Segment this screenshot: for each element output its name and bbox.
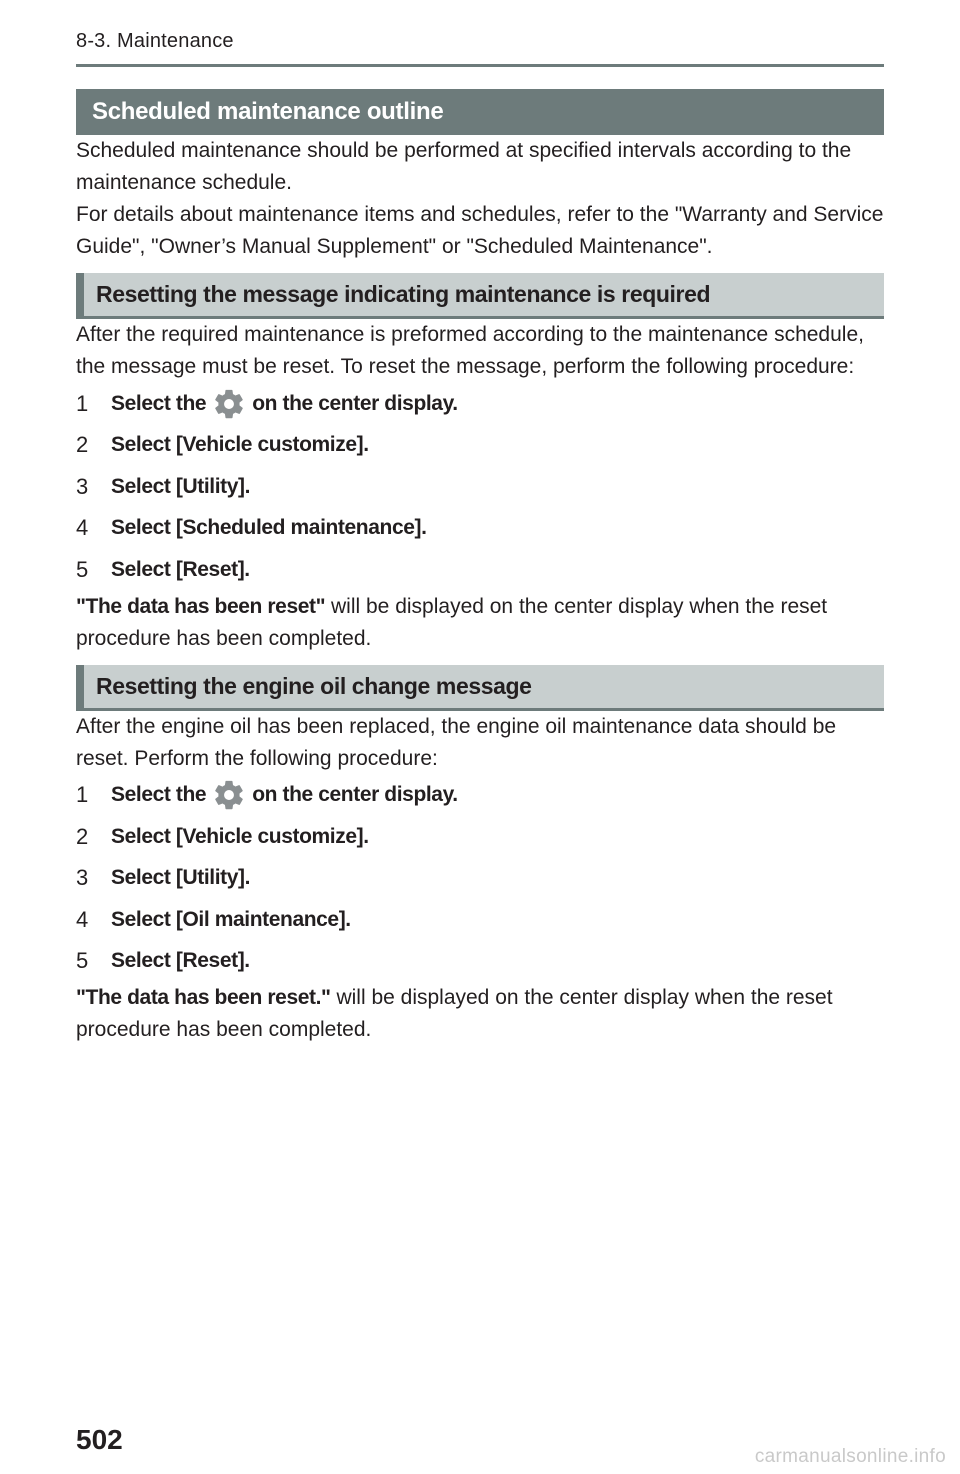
step-text: Select [Utility].: [111, 474, 251, 498]
step-text-post: on the center display.: [252, 391, 458, 415]
step-item: [76, 816, 884, 858]
oil-change-steps: [76, 775, 884, 983]
step-number: 1: [76, 390, 88, 416]
step-number: 1: [76, 782, 88, 808]
outline-paragraph-2: For details about maintenance items and schedules, refer to the "Warranty and Service Guide", "Owner’s Manual Supplement" or "Scheduled Maintenance".: [76, 203, 884, 258]
page-number: 502: [76, 1424, 123, 1455]
outline-paragraph-1: Scheduled maintenance should be performed at specified intervals according to the maintenance schedule.: [76, 139, 852, 194]
gear-icon: [212, 387, 246, 421]
step-text: Select [Reset].: [111, 949, 250, 973]
step-item: [76, 383, 884, 425]
step-item: [76, 899, 884, 941]
result-description: will be displayed on the center display when the reset procedure has been completed.: [76, 594, 828, 650]
step-number: 2: [76, 432, 88, 458]
step-item: [76, 941, 884, 983]
step-item: [76, 508, 884, 550]
step-item: [76, 775, 884, 817]
step-text: Select [Reset].: [111, 557, 250, 581]
reset-required-heading: Resetting the message indicating maintenance is required: [76, 273, 884, 319]
step-text: Select [Vehicle customize].: [111, 824, 369, 848]
step-text: Select [Oil maintenance].: [111, 907, 351, 931]
step-number: 4: [76, 906, 88, 932]
header-rule: [76, 64, 884, 67]
step-number: 3: [76, 865, 88, 891]
reset-required-result: [76, 591, 884, 655]
step-text-pre: Select the: [111, 391, 207, 415]
result-message: "The data has been reset.": [76, 986, 331, 1009]
result-description: will be displayed on the center display when the reset procedure has been completed.: [76, 986, 833, 1041]
step-number: 2: [76, 823, 88, 849]
page-content: [76, 89, 884, 1046]
step-text: Select [Vehicle customize].: [111, 433, 369, 457]
reset-required-intro: After the required maintenance is preformed according to the maintenance schedule, the message must be reset. To reset the message, perform the following procedure:: [76, 323, 864, 378]
watermark: carmanualsonline.info: [754, 1446, 946, 1467]
section-header: 8-3. Maintenance: [76, 30, 234, 52]
gear-icon: [212, 778, 246, 812]
step-text: Select [Utility].: [111, 866, 251, 890]
oil-change-heading: Resetting the engine oil change message: [76, 665, 884, 711]
step-item: [76, 466, 884, 508]
step-item: [76, 858, 884, 900]
step-number: 3: [76, 473, 88, 499]
step-text-post: on the center display.: [252, 783, 458, 807]
step-number: 5: [76, 948, 88, 974]
outline-heading: Scheduled maintenance outline: [76, 89, 884, 135]
step-number: 5: [76, 556, 88, 582]
step-item: [76, 425, 884, 467]
step-text-pre: Select the: [111, 783, 207, 807]
step-item: [76, 549, 884, 591]
step-number: 4: [76, 515, 88, 541]
oil-change-result: [76, 982, 884, 1046]
oil-change-intro: After the engine oil has been replaced, the engine oil maintenance data should be reset. Perform the following procedure:: [76, 714, 837, 770]
result-message: "The data has been reset": [76, 594, 326, 618]
step-text: Select [Scheduled maintenance].: [111, 516, 427, 540]
reset-required-steps: [76, 383, 884, 591]
